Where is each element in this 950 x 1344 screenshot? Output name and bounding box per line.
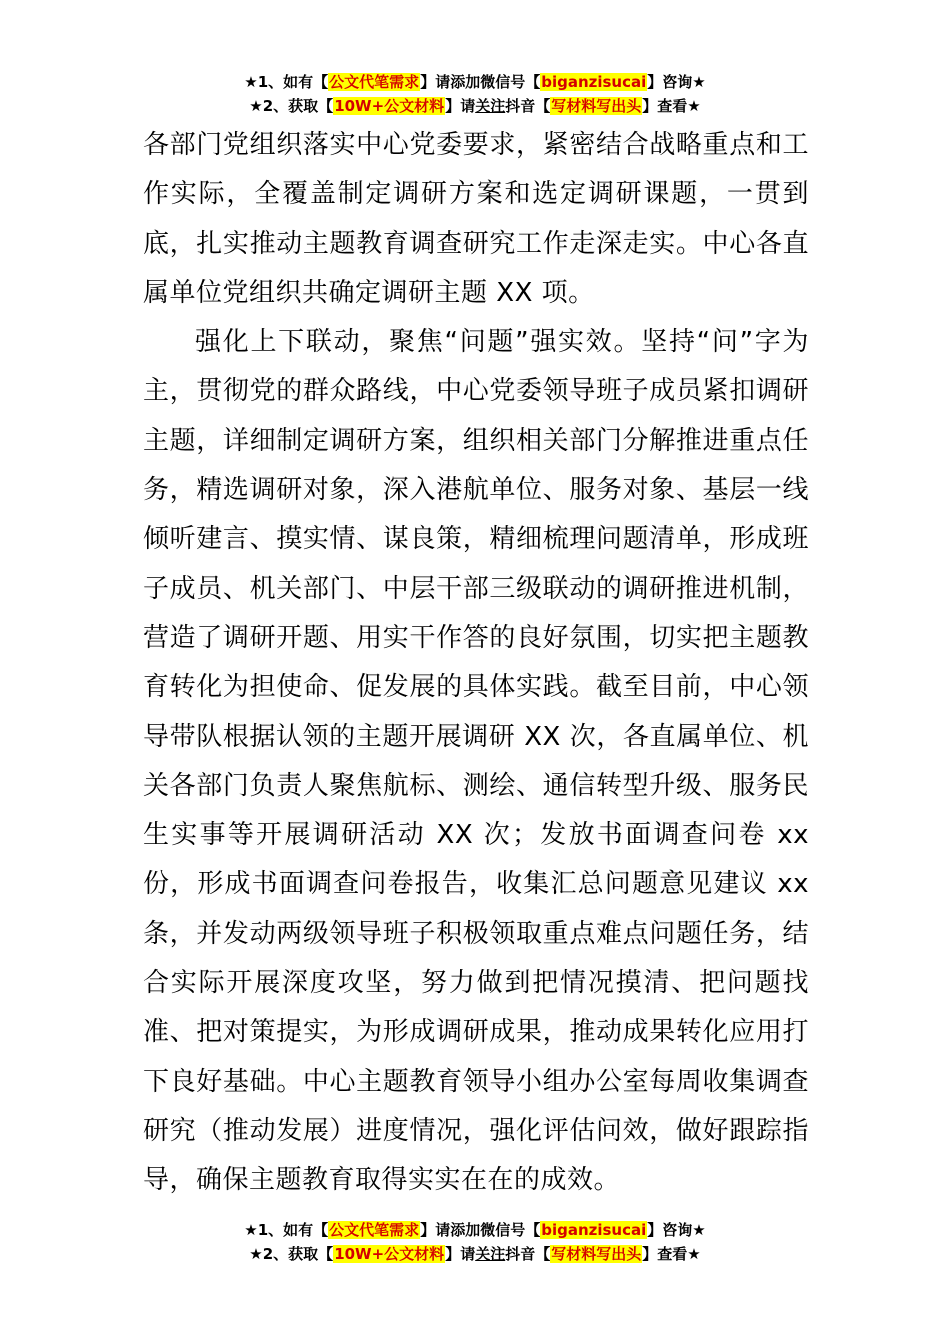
- banner-highlight: 写材料写出头: [551, 97, 642, 115]
- banner-text: 】请: [445, 97, 476, 115]
- banner-text: 】咨询★: [647, 73, 706, 91]
- banner-text: ★1、如有【: [244, 1221, 329, 1239]
- banner-line-2: [0, 94, 950, 118]
- banner-line-2: [0, 1242, 950, 1266]
- footer-banner: [0, 1218, 950, 1266]
- banner-text: 】请: [445, 1245, 476, 1263]
- banner-highlight: 写材料写出头: [551, 1245, 642, 1263]
- banner-text: 】请添加微信号【: [420, 1221, 541, 1239]
- banner-text: ★2、获取【: [249, 1245, 334, 1263]
- banner-text: 】查看★: [642, 1245, 701, 1263]
- banner-text: ★2、获取【: [249, 97, 334, 115]
- banner-text: 】咨询★: [647, 1221, 706, 1239]
- banner-text: 抖音【: [505, 1245, 551, 1263]
- paragraph: 强化上下联动，聚焦“问题”强实效。坚持“问”字为主，贯彻党的群众路线，中心党委领导班子成员紧扣调研主题，详细制定调研方案，组织相关部门分解推进重点任务，精选调研对象，深入港航单位、服务对象、基层一线倾听建言、摸实情、谋良策，精细梳理问题清单，形成班子成员、机关部门、中层干部三级联动的调研推进机制，营造了调研开题、用实干作答的良好氛围，切实把主题教育转化为担使命、促发展的具体实践。截至目前，中心领导带队根据认领的主题开展调研 XX 次，各直属单位、机关各部门负责人聚焦航标、测绘、通信转型升级、服务民生实事等开展调研活动 XX 次；发放书面调查问卷 xx 份，形成书面调查问卷报告，收集汇总问题意见建议 xx 条，并发动两级领导班子积极领取重点难点问题任务，结合实际开展深度攻坚，努力做到把情况摸清、把问题找准、把对策提实，为形成调研成果，推动成果转化应用打下良好基础。中心主题教育领导小组办公室每周收集调查研究（推动发展）进度情况，强化评估问效，做好跟踪指导，确保主题教育取得实实在在的成效。: [143, 327, 809, 1196]
- banner-text: 抖音【: [505, 97, 551, 115]
- header-banner: [0, 70, 950, 118]
- banner-text: ★1、如有【: [244, 73, 329, 91]
- banner-highlight: biganzisucai: [541, 1221, 647, 1239]
- banner-line-1: [0, 70, 950, 94]
- banner-text: 】请添加微信号【: [420, 73, 541, 91]
- banner-highlight: 10W+公文材料: [334, 1245, 445, 1263]
- banner-highlight: 公文代笔需求: [329, 1221, 420, 1239]
- banner-underlined-text: 关注: [475, 97, 506, 115]
- banner-highlight: 10W+公文材料: [334, 97, 445, 115]
- banner-highlight: biganzisucai: [541, 73, 647, 91]
- banner-underlined-text: 关注: [475, 1245, 506, 1263]
- paragraph: 各部门党组织落实中心党委要求，紧密结合战略重点和工作实际，全覆盖制定调研方案和选定调研课题，一贯到底，扎实推动主题教育调查研究工作走深走实。中心各直属单位党组织共确定调研主题 XX 项。: [143, 130, 809, 308]
- banner-highlight: 公文代笔需求: [329, 73, 420, 91]
- banner-text: 】查看★: [642, 97, 701, 115]
- banner-line-1: [0, 1218, 950, 1242]
- document-body: [143, 121, 809, 1206]
